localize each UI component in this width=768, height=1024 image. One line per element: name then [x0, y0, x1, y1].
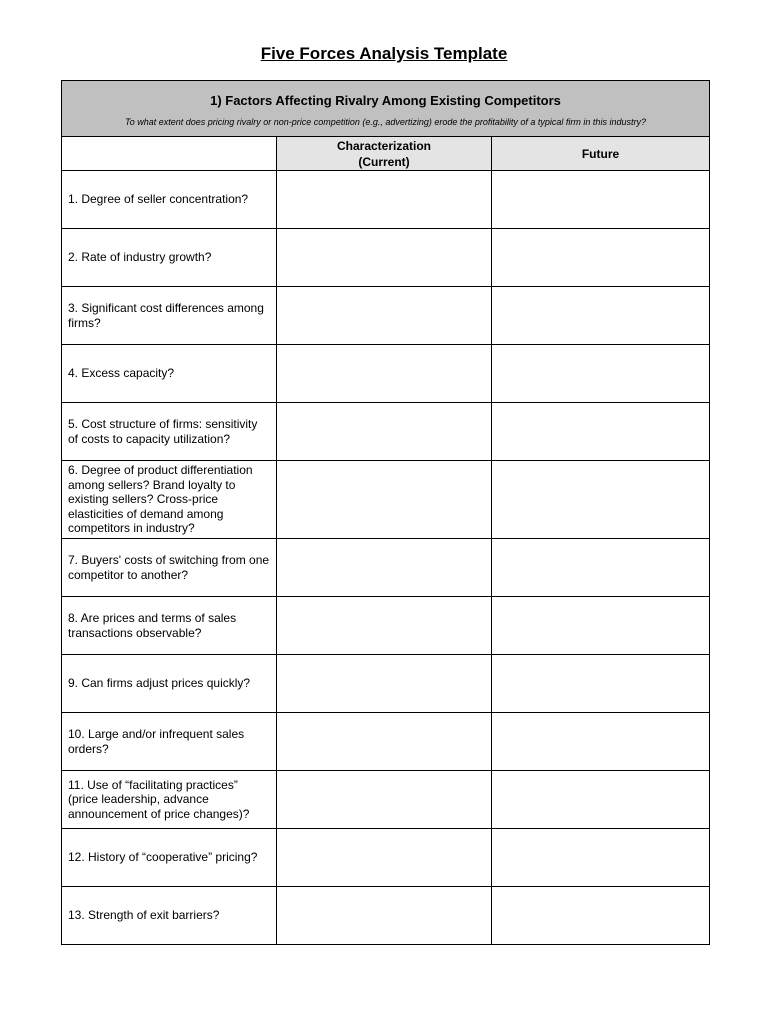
column-header-question — [62, 137, 277, 171]
future-answer-cell[interactable] — [492, 887, 710, 945]
future-answer-cell[interactable] — [492, 345, 710, 403]
question-cell: 12. History of “cooperative” pricing? — [62, 829, 277, 887]
current-answer-cell[interactable] — [277, 713, 492, 771]
column-header-future: Future — [492, 137, 710, 171]
future-answer-cell[interactable] — [492, 461, 710, 539]
question-cell: 2. Rate of industry growth? — [62, 229, 277, 287]
question-cell: 3. Significant cost differences among firms? — [62, 287, 277, 345]
question-row — [62, 403, 710, 461]
current-answer-cell[interactable] — [277, 461, 492, 539]
column-header-current — [277, 137, 492, 171]
current-answer-cell[interactable] — [277, 171, 492, 229]
question-cell: 6. Degree of product differentiation among sellers? Brand loyalty to existing sellers? Cross-price elasticities of demand among competitors in industry? — [62, 461, 277, 539]
current-answer-cell[interactable] — [277, 829, 492, 887]
current-answer-cell[interactable] — [277, 229, 492, 287]
future-answer-cell[interactable] — [492, 597, 710, 655]
future-answer-cell[interactable] — [492, 171, 710, 229]
section-header — [62, 81, 710, 137]
question-row — [62, 539, 710, 597]
question-row — [62, 655, 710, 713]
question-cell: 10. Large and/or infrequent sales orders? — [62, 713, 277, 771]
future-answer-cell[interactable] — [492, 655, 710, 713]
question-row — [62, 345, 710, 403]
analysis-table — [61, 80, 710, 945]
future-answer-cell[interactable] — [492, 539, 710, 597]
question-row — [62, 171, 710, 229]
column-header-row — [62, 137, 710, 171]
current-answer-cell[interactable] — [277, 539, 492, 597]
question-row — [62, 829, 710, 887]
question-row — [62, 713, 710, 771]
section-header-row — [62, 81, 710, 137]
question-row — [62, 229, 710, 287]
future-answer-cell[interactable] — [492, 287, 710, 345]
question-cell: 9. Can firms adjust prices quickly? — [62, 655, 277, 713]
question-row — [62, 287, 710, 345]
question-cell: 13. Strength of exit barriers? — [62, 887, 277, 945]
section-subtitle: To what extent does pricing rivalry or non-price competition (e.g., advertizing) erode the profitability of a typical firm in this industry? — [125, 116, 646, 127]
current-answer-cell[interactable] — [277, 887, 492, 945]
current-answer-cell[interactable] — [277, 403, 492, 461]
future-answer-cell[interactable] — [492, 713, 710, 771]
column-header-current-line2: (Current) — [358, 154, 410, 169]
document-title: Five Forces Analysis Template — [260, 44, 508, 63]
section-title: 1) Factors Affecting Rivalry Among Existing Competitors — [210, 92, 561, 108]
current-answer-cell[interactable] — [277, 287, 492, 345]
future-answer-cell[interactable] — [492, 229, 710, 287]
current-answer-cell[interactable] — [277, 345, 492, 403]
current-answer-cell[interactable] — [277, 655, 492, 713]
question-cell: 8. Are prices and terms of sales transactions observable? — [62, 597, 277, 655]
question-cell: 11. Use of “facilitating practices” (price leadership, advance announcement of price changes)? — [62, 771, 277, 829]
question-cell: 5. Cost structure of firms: sensitivity of costs to capacity utilization? — [62, 403, 277, 461]
question-row — [62, 771, 710, 829]
question-cell: 1. Degree of seller concentration? — [62, 171, 277, 229]
question-row — [62, 887, 710, 945]
current-answer-cell[interactable] — [277, 597, 492, 655]
future-answer-cell[interactable] — [492, 771, 710, 829]
current-answer-cell[interactable] — [277, 771, 492, 829]
question-row — [62, 597, 710, 655]
question-row — [62, 461, 710, 539]
question-cell: 7. Buyers' costs of switching from one competitor to another? — [62, 539, 277, 597]
column-header-current-line1: Characterization — [336, 138, 432, 153]
question-cell: 4. Excess capacity? — [62, 345, 277, 403]
future-answer-cell[interactable] — [492, 403, 710, 461]
future-answer-cell[interactable] — [492, 829, 710, 887]
